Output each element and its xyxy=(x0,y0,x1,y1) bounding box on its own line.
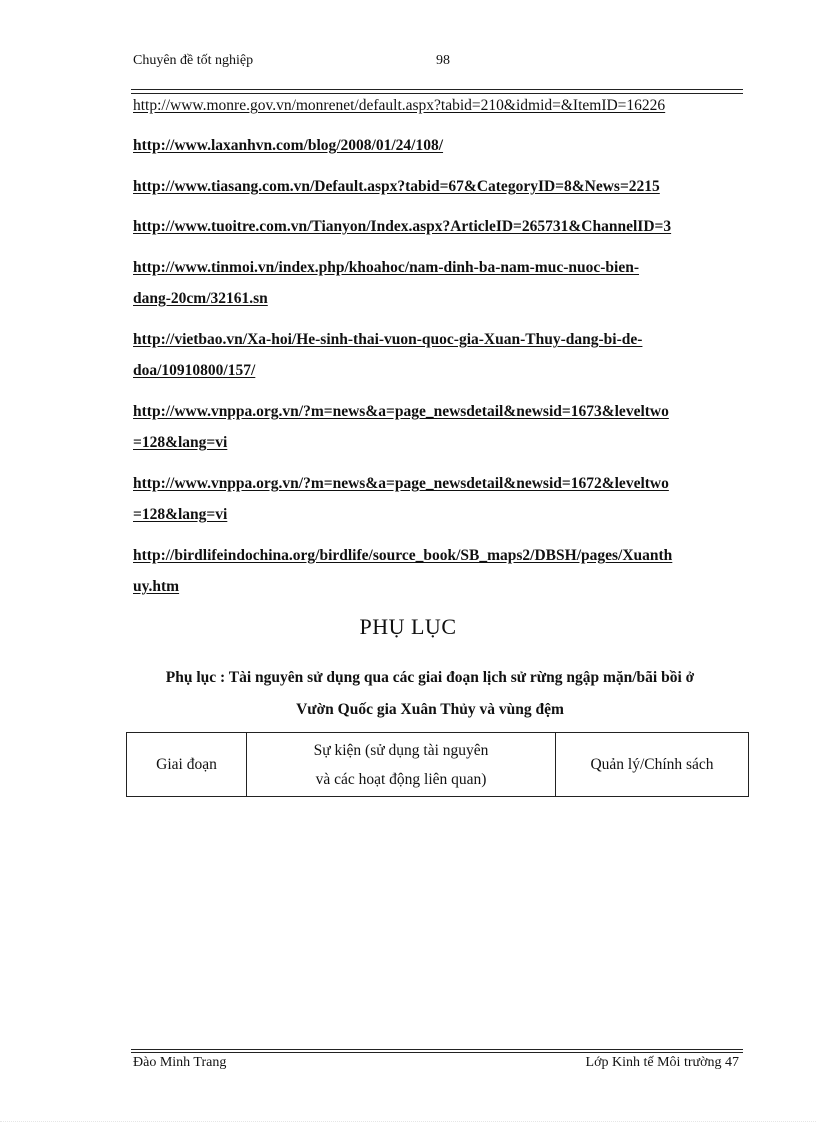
reference-link-7-line-2[interactable]: =128&lang=vi xyxy=(133,434,228,451)
reference-link-4[interactable]: http://www.tuoitre.com.vn/Tianyon/Index.aspx?ArticleID=265731&ChannelID=3 xyxy=(133,218,672,235)
header-cell-events xyxy=(247,733,556,797)
header-cell-events-line-2: và các hoạt động liên quan) xyxy=(315,770,487,788)
reference-link-1[interactable]: http://www.monre.gov.vn/monrenet/default.aspx?tabid=210&idmid=&ItemID=16226 xyxy=(133,97,666,114)
reference-link-6-line-1[interactable]: http://vietbao.vn/Xa-hoi/He-sinh-thai-vuon-quoc-gia-Xuan-Thuy-dang-bi-de- xyxy=(133,331,643,348)
footer-author: Đào Minh Trang xyxy=(133,1055,227,1070)
header-cell-events-line-1: Sự kiện (sử dụng tài nguyên xyxy=(313,741,489,759)
appendix-table xyxy=(126,732,749,797)
reference-link-2[interactable]: http://www.laxanhvn.com/blog/2008/01/24/108/ xyxy=(133,137,444,154)
table-header-row xyxy=(127,733,749,797)
reference-link-9-line-1[interactable]: http://birdlifeindochina.org/birdlife/source_book/SB_maps2/DBSH/pages/Xuanth xyxy=(133,547,673,564)
header-title: Chuyên đề tốt nghiệp xyxy=(133,53,254,68)
header-cell-period: Giai đoạn xyxy=(127,733,247,797)
footer-divider xyxy=(131,1049,743,1050)
page-number: 98 xyxy=(436,53,450,68)
header-cell-management: Quản lý/Chính sách xyxy=(556,733,749,797)
reference-link-5-line-2[interactable]: dang-20cm/32161.sn xyxy=(133,290,268,307)
appendix-caption-line-2: Vườn Quốc gia Xuân Thủy và vùng đệm xyxy=(296,701,564,718)
footer-class: Lớp Kinh tế Môi trường 47 xyxy=(585,1055,739,1070)
appendix-title: PHỤ LỤC xyxy=(359,614,457,639)
reference-link-8-line-1[interactable]: http://www.vnppa.org.vn/?m=news&a=page_newsdetail&newsid=1672&leveltwo xyxy=(133,475,669,492)
reference-link-7-line-1[interactable]: http://www.vnppa.org.vn/?m=news&a=page_newsdetail&newsid=1673&leveltwo xyxy=(133,403,669,420)
reference-link-8-line-2[interactable]: =128&lang=vi xyxy=(133,506,228,523)
reference-link-5-line-1[interactable]: http://www.tinmoi.vn/index.php/khoahoc/nam-dinh-ba-nam-muc-nuoc-bien- xyxy=(133,259,640,276)
footer-divider-thin xyxy=(131,1052,743,1053)
page-bottom-edge xyxy=(0,1121,816,1122)
reference-link-9-line-2[interactable]: uy.htm xyxy=(133,578,180,595)
reference-link-3[interactable]: http://www.tiasang.com.vn/Default.aspx?tabid=67&CategoryID=8&News=2215 xyxy=(133,178,660,195)
reference-link-6-line-2[interactable]: doa/10910800/157/ xyxy=(133,362,256,379)
appendix-caption-line-1: Phụ lục : Tài nguyên sử dụng qua các giai đoạn lịch sử rừng ngập mặn/bãi bồi ở xyxy=(165,669,695,686)
